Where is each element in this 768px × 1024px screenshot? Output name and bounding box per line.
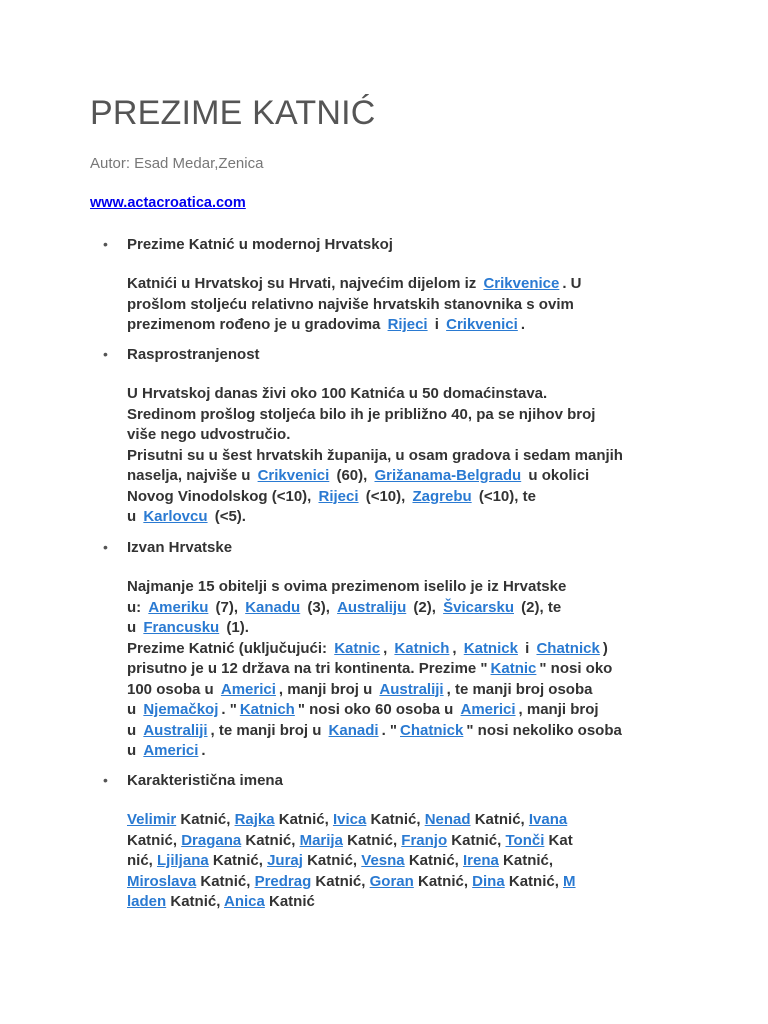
paragraph-text: prošlom stoljeću relativno najviše hrvatskih stanovnika s ovim xyxy=(127,295,574,313)
paragraph-text: Katnić, xyxy=(274,811,333,828)
paragraph-line xyxy=(127,274,687,295)
paragraph-text: Katnić, xyxy=(302,852,362,869)
paragraph-text: (3), xyxy=(303,598,335,616)
website-link[interactable]: www.actacroatica.com xyxy=(90,195,246,211)
inline-link[interactable]: Velimir xyxy=(127,811,177,828)
paragraph-text: " nosi nekoliko osoba xyxy=(466,721,622,739)
paragraph-text: 100 osoba u xyxy=(127,680,218,698)
paragraph-text: . " xyxy=(221,701,237,718)
inline-link[interactable]: Franjo xyxy=(401,831,448,849)
paragraph-text: (2), xyxy=(409,598,441,616)
inline-link[interactable]: Juraj xyxy=(267,852,303,869)
bullet-icon: • xyxy=(103,539,108,555)
paragraph-line xyxy=(127,741,687,762)
inline-link[interactable]: Kanadi xyxy=(328,721,379,739)
paragraph-text: " nosi oko 60 osoba u xyxy=(297,701,458,718)
inline-link[interactable]: Katnick xyxy=(463,639,518,657)
paragraph-line xyxy=(127,639,687,660)
paragraph-text: Katnić, xyxy=(498,852,554,869)
inline-link[interactable]: Crikvenici xyxy=(446,316,518,333)
paragraph-text: Kat xyxy=(544,831,573,849)
paragraph-text: . xyxy=(201,742,206,759)
inline-link[interactable]: Crikvenici xyxy=(257,467,330,484)
inline-link[interactable]: Vesna xyxy=(361,852,405,869)
paragraph-text: (7), xyxy=(211,598,243,616)
section-heading: Karakteristična imena xyxy=(127,772,283,789)
inline-link[interactable]: Marija xyxy=(299,831,343,849)
paragraph-text: . " xyxy=(381,721,398,739)
inline-link[interactable]: Katnic xyxy=(334,639,381,657)
inline-link[interactable]: Rajka xyxy=(234,811,275,828)
paragraph-text: , te manji broj osoba xyxy=(446,680,593,698)
paragraph-line xyxy=(127,618,687,639)
paragraph-line xyxy=(127,659,687,680)
paragraph-line xyxy=(127,892,687,913)
inline-link[interactable]: laden xyxy=(127,893,167,910)
paragraph-line xyxy=(127,295,687,316)
inline-link[interactable]: Australiju xyxy=(337,598,407,616)
paragraph-text: Katnić, xyxy=(470,811,529,828)
paragraph-text: Katnić, xyxy=(342,831,402,849)
paragraph-text: Katnić, xyxy=(127,831,182,849)
inline-link[interactable]: Rijeci xyxy=(318,487,359,505)
paragraph-text: Katnić, xyxy=(447,831,506,849)
inline-link[interactable]: Francusku xyxy=(143,619,220,636)
paragraph-text: (2), te xyxy=(516,598,562,616)
section-paragraph xyxy=(127,577,687,762)
inline-link[interactable]: Goran xyxy=(369,872,414,890)
inline-link[interactable]: Crikvenice xyxy=(483,275,560,292)
paragraph-line xyxy=(127,507,687,528)
paragraph-text: Katnić, xyxy=(208,852,268,869)
inline-link[interactable]: Njemačkoj xyxy=(143,701,219,718)
inline-link[interactable]: Grižanama-Belgradu xyxy=(374,467,522,484)
paragraph-text: (1). xyxy=(222,619,249,636)
paragraph-text: (<5). xyxy=(210,508,246,525)
paragraph-text: Prezime Katnić (uključujući: xyxy=(127,639,332,657)
paragraph-line xyxy=(127,405,687,426)
inline-link[interactable]: Zagrebu xyxy=(412,487,472,505)
paragraph-text: Katnić, xyxy=(366,811,425,828)
paragraph-text: nić, xyxy=(127,852,158,869)
paragraph-text: . U xyxy=(562,275,582,292)
paragraph-text: Katnić, xyxy=(176,811,235,828)
paragraph-text: u xyxy=(127,508,141,525)
inline-link[interactable]: Dina xyxy=(472,872,505,890)
section-paragraph xyxy=(127,810,687,913)
inline-link[interactable]: Chatnick xyxy=(400,721,464,739)
inline-link[interactable]: Švicarsku xyxy=(443,598,514,616)
paragraph-text: (<10), te xyxy=(474,487,536,505)
paragraph-line xyxy=(127,851,687,872)
paragraph-line xyxy=(127,872,687,893)
paragraph-line xyxy=(127,700,687,721)
paragraph-text: Novog Vinodolskog (<10), xyxy=(127,487,316,505)
inline-link[interactable]: Karlovcu xyxy=(143,508,208,525)
paragraph-text: Prisutni su u šest hrvatskih županija, u osam gradova i sedam manjih xyxy=(127,446,623,464)
paragraph-text: u xyxy=(127,721,141,739)
inline-link[interactable]: Americi xyxy=(220,680,276,698)
inline-link[interactable]: Tonči xyxy=(505,831,545,849)
paragraph-line xyxy=(127,810,687,831)
inline-link[interactable]: Nenad xyxy=(424,811,471,828)
section-heading: Izvan Hrvatske xyxy=(127,539,233,556)
inline-link[interactable]: Americi xyxy=(460,701,516,718)
inline-link[interactable]: Rijeci xyxy=(387,316,428,333)
paragraph-text: više nego udvostručio. xyxy=(127,426,291,443)
section-paragraph xyxy=(127,274,687,336)
paragraph-text: Katnić xyxy=(264,893,315,910)
inline-link[interactable]: Predrag xyxy=(254,872,312,890)
paragraph-text: Katnić, xyxy=(413,872,473,890)
paragraph-text: , manji broj u xyxy=(278,680,377,698)
paragraph-text: Najmanje 15 obitelji s ovima prezimenom iselilo je iz Hrvatske xyxy=(127,578,567,595)
paragraph-line xyxy=(127,831,687,852)
paragraph-text: . xyxy=(520,316,525,333)
paragraph-text: Katnić, xyxy=(504,872,564,890)
paragraph-text: prisutno je u 12 država na tri kontinenta. Prezime " xyxy=(127,660,488,677)
inline-link[interactable]: M xyxy=(563,872,576,890)
inline-link[interactable]: Dragana xyxy=(181,831,242,849)
paragraph-line xyxy=(127,577,687,598)
paragraph-line xyxy=(127,384,687,405)
paragraph-line xyxy=(127,680,687,701)
paragraph-line xyxy=(127,598,687,619)
paragraph-text: prezimenom rođeno je u gradovima xyxy=(127,316,385,333)
paragraph-text: , xyxy=(452,639,461,657)
inline-link[interactable]: Australiji xyxy=(143,721,208,739)
bullet-icon: • xyxy=(103,346,108,362)
inline-link[interactable]: Katnich xyxy=(239,701,295,718)
paragraph-line xyxy=(127,446,687,467)
paragraph-text: u xyxy=(127,742,141,759)
paragraph-text: Katnić, xyxy=(196,872,255,890)
paragraph-text: , xyxy=(383,639,392,657)
paragraph-line xyxy=(127,425,687,446)
paragraph-line xyxy=(127,487,687,508)
paragraph-text: U Hrvatskoj danas živi oko 100 Katnića u 50 domaćinstava. xyxy=(127,385,548,402)
paragraph-line xyxy=(127,315,687,336)
bullet-icon: • xyxy=(103,236,108,252)
paragraph-text: Katnići u Hrvatskoj su Hrvati, najvećim dijelom iz xyxy=(127,275,481,292)
inline-link[interactable]: Ljiljana xyxy=(157,852,209,869)
paragraph-text: Katnić, xyxy=(404,852,464,869)
paragraph-text: u: xyxy=(127,598,146,616)
inline-link[interactable]: Katnic xyxy=(490,660,537,677)
inline-link[interactable]: Chatnick xyxy=(536,639,600,657)
inline-link[interactable]: Ivana xyxy=(528,811,568,828)
paragraph-text: , manji broj xyxy=(518,701,599,718)
paragraph-text: Katnić, xyxy=(241,831,300,849)
inline-link[interactable]: Katnich xyxy=(394,639,450,657)
paragraph-text: i xyxy=(430,316,444,333)
section-heading: Prezime Katnić u modernoj Hrvatskoj xyxy=(127,236,393,253)
paragraph-text: ) xyxy=(602,639,608,657)
paragraph-text: u okolici xyxy=(524,467,590,484)
paragraph-text: Katnić, xyxy=(311,872,370,890)
paragraph-text: , te manji broj u xyxy=(210,721,326,739)
paragraph-text: i xyxy=(520,639,534,657)
paragraph-line xyxy=(127,721,687,742)
section-heading: Rasprostranjenost xyxy=(127,346,260,363)
inline-link[interactable]: Anica xyxy=(223,893,265,910)
paragraph-text: u xyxy=(127,701,141,718)
paragraph-text: (60), xyxy=(332,467,372,484)
page-title: PREZIME KATNIĆ xyxy=(90,94,376,132)
inline-link[interactable]: Ameriku xyxy=(148,598,209,616)
paragraph-text: Sredinom prošlog stoljeća bilo ih je približno 40, pa se njihov broj xyxy=(127,405,596,423)
author-line: Autor: Esad Medar,Zenica xyxy=(90,155,264,172)
paragraph-text: Katnić, xyxy=(166,893,224,910)
inline-link[interactable]: Kanadu xyxy=(245,598,301,616)
inline-link[interactable]: Miroslava xyxy=(127,872,197,890)
paragraph-text: u xyxy=(127,619,141,636)
inline-link[interactable]: Americi xyxy=(143,742,199,759)
inline-link[interactable]: Ivica xyxy=(332,811,367,828)
paragraph-text: naselja, najviše u xyxy=(127,467,255,484)
paragraph-text: (<10), xyxy=(361,487,410,505)
paragraph-text: " nosi oko xyxy=(539,660,613,677)
inline-link[interactable]: Irena xyxy=(463,852,499,869)
paragraph-line xyxy=(127,466,687,487)
inline-link[interactable]: Australiji xyxy=(379,680,444,698)
section-paragraph xyxy=(127,384,687,528)
bullet-icon: • xyxy=(103,772,108,788)
